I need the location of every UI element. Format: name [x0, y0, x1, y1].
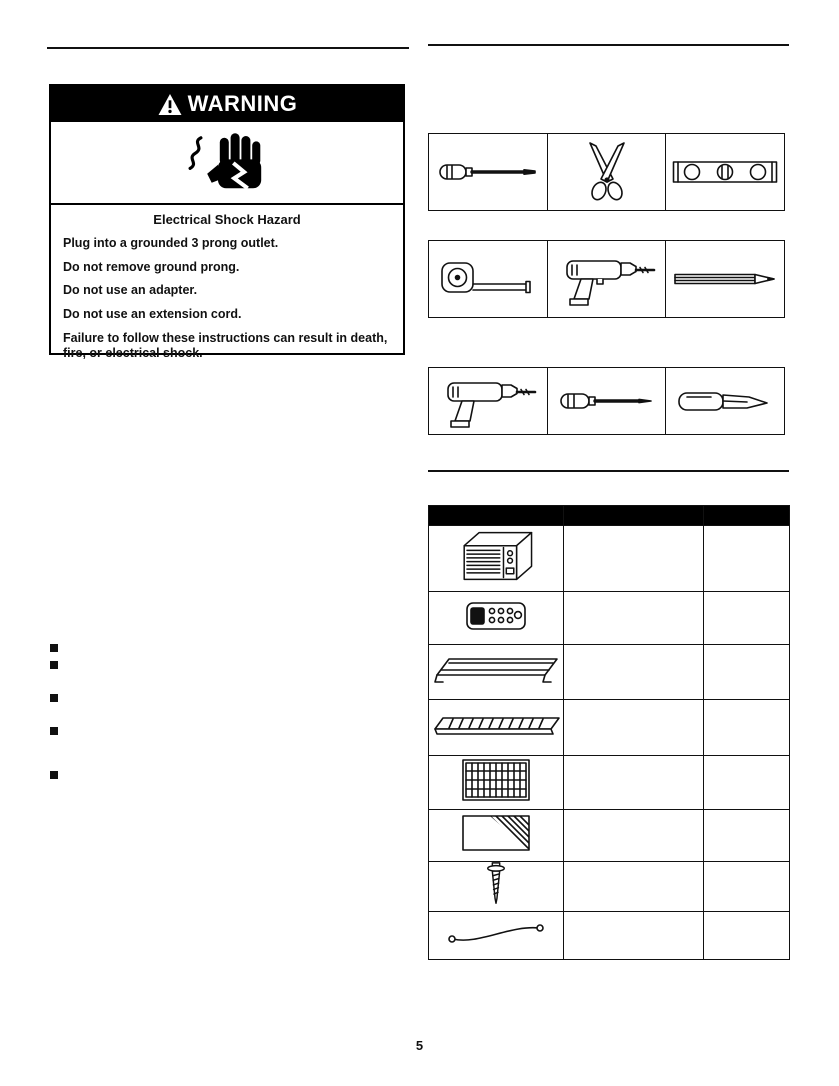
tool-cell: [665, 240, 785, 318]
warning-line: Do not remove ground prong.: [63, 259, 240, 274]
part-image-cell: [429, 810, 564, 862]
warning-line: Failure to follow these instructions can result in death, fire, or electrical shock.: [63, 330, 388, 361]
warning-header: [51, 86, 403, 122]
scissors-icon: [580, 141, 634, 203]
part-empty-cell: [704, 862, 790, 912]
tools-grid-row-2: [428, 240, 784, 318]
part-empty-cell: [704, 592, 790, 645]
left-section-rule: [47, 47, 409, 49]
part-empty-cell: [704, 756, 790, 810]
warning-header-label: WARNING: [187, 91, 298, 116]
tape-measure-icon: [438, 259, 538, 299]
tools-grid-row-3: [428, 367, 784, 435]
table-row: [429, 912, 790, 960]
part-empty-cell: [564, 700, 704, 756]
table-row: [429, 645, 790, 700]
part-empty-cell: [704, 526, 790, 592]
table-header-cell: [564, 506, 704, 526]
list-bullet: [50, 661, 58, 669]
table-header-cell: [704, 506, 790, 526]
tool-cell: [547, 240, 667, 318]
grille-icon: [460, 757, 532, 803]
warning-box: [49, 84, 405, 361]
table-row: [429, 592, 790, 645]
part-image-cell: [429, 862, 564, 912]
foam-seal-icon: [460, 812, 532, 854]
parts-table: [428, 505, 790, 960]
part-empty-cell: [564, 912, 704, 960]
part-empty-cell: [564, 862, 704, 912]
pencil-icon: [673, 269, 777, 289]
part-image-cell: [429, 645, 564, 700]
table-row: [429, 810, 790, 862]
electrical-hazard-icon: [51, 122, 403, 205]
part-empty-cell: [704, 810, 790, 862]
table-row: [429, 700, 790, 756]
warning-triangle-icon: [157, 93, 183, 116]
table-header-cell: [429, 506, 564, 526]
parts-section-rule: [428, 470, 789, 472]
table-row: [429, 526, 790, 592]
part-image-cell: [429, 526, 564, 592]
table-row: [429, 862, 790, 912]
cord-icon: [444, 919, 548, 947]
list-bullet: [50, 694, 58, 702]
table-header-row: [429, 506, 790, 526]
tool-cell: [665, 367, 785, 435]
flathead-screwdriver-icon: [438, 155, 538, 189]
part-empty-cell: [704, 645, 790, 700]
utility-knife-icon: [677, 384, 773, 418]
list-bullet: [50, 727, 58, 735]
tool-cell: [665, 133, 785, 211]
tool-cell: [547, 133, 667, 211]
part-empty-cell: [564, 810, 704, 862]
screwdriver-icon: [559, 384, 655, 418]
drill-icon: [438, 373, 538, 429]
tool-cell: [428, 240, 548, 318]
hazard-title: Electrical Shock Hazard: [153, 212, 301, 227]
warning-line: Plug into a grounded 3 prong outlet.: [63, 235, 279, 250]
hand-shock-icon: [177, 127, 277, 199]
drill-icon: [557, 251, 657, 307]
tool-cell: [547, 367, 667, 435]
warning-line: Do not use an adapter.: [63, 283, 198, 298]
list-bullet: [50, 771, 58, 779]
part-image-cell: [429, 592, 564, 645]
tools-grid-row-1: [428, 133, 784, 211]
air-conditioner-icon: [454, 527, 538, 585]
part-empty-cell: [564, 526, 704, 592]
part-empty-cell: [564, 645, 704, 700]
support-rail-icon: [431, 712, 561, 738]
part-empty-cell: [564, 756, 704, 810]
part-empty-cell: [564, 592, 704, 645]
warning-line: Do not use an extension cord.: [63, 307, 242, 322]
right-section-rule: [428, 44, 789, 46]
part-image-cell: [429, 912, 564, 960]
remote-control-icon: [465, 599, 527, 633]
part-empty-cell: [704, 912, 790, 960]
part-image-cell: [429, 756, 564, 810]
tool-cell: [428, 133, 548, 211]
curtain-frame-icon: [431, 651, 561, 689]
warning-text: [51, 205, 403, 361]
table-row: [429, 756, 790, 810]
list-bullet: [50, 644, 58, 652]
level-icon: [672, 159, 778, 185]
part-empty-cell: [704, 700, 790, 756]
screw-icon: [483, 862, 509, 906]
page-number: 5: [415, 1038, 424, 1053]
tool-cell: [428, 367, 548, 435]
part-image-cell: [429, 700, 564, 756]
